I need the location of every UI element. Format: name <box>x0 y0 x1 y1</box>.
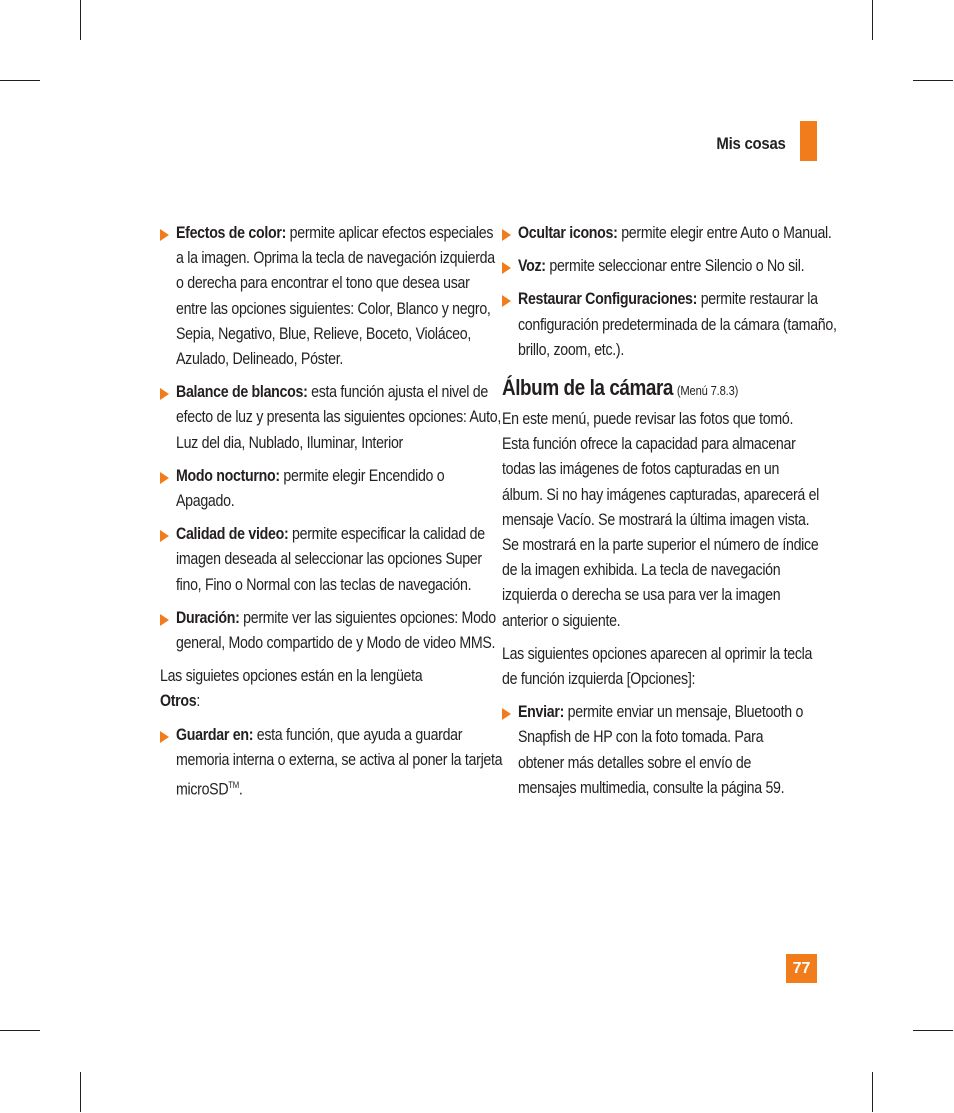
item-term: Restaurar Configuraciones: <box>518 290 698 309</box>
list-item <box>160 221 495 372</box>
album-heading-title: Álbum de la cámara <box>502 375 674 401</box>
list-item <box>160 723 503 803</box>
album-menu-number: (Menú 7.8.3) <box>676 383 739 399</box>
album-paragraph-text: En este menú, puede revisar las fotos que tomó. Esta función ofrece la capacidad para almacenar todas las imágenes de fotos capturadas en un álbum. Si no hay imágenes capturadas, aparecerá el mensaje Vacío. Se mostrará la última imagen vista. Se mostrará en la parte superior el número de índice de la imagen exhibida. La tecla de navegación izquierda o derecha se usa para ver la imagen anterior o siguiente. <box>502 410 820 630</box>
others-colon: : <box>196 692 200 711</box>
item-term: Voz: <box>518 257 546 276</box>
crop-mark <box>913 1030 953 1031</box>
list-item <box>502 700 818 801</box>
options-paragraph-text: Las siguientes opciones aparecen al oprimir la tecla de función izquierda [Opciones]: <box>502 644 813 689</box>
right-column <box>502 221 837 809</box>
item-term: Ocultar iconos: <box>518 224 618 242</box>
item-description: esta función, que ayuda a guardar memoria interna o externa, se activa al poner la tarjeta microSD <box>176 725 503 799</box>
item-description: permite especificar la calidad de imagen deseada al seleccionar las opciones Super fino, Fino o Normal con las teclas de navegación. <box>176 525 485 594</box>
list-item <box>160 380 502 456</box>
orange-triangle-bullet-icon <box>160 388 169 400</box>
section-title: Mis cosas <box>716 134 786 153</box>
options-paragraph <box>502 642 818 692</box>
orange-triangle-bullet-icon <box>160 530 169 542</box>
list-item <box>502 287 837 363</box>
album-paragraph <box>502 407 818 634</box>
list-item <box>502 254 818 279</box>
crop-mark <box>80 1072 81 1112</box>
page-number: 77 <box>786 954 817 983</box>
left-column <box>160 221 503 811</box>
item-description: permite ver las siguientes opciones: Modo general, Modo compartido de y Modo de video MMS. <box>176 608 496 653</box>
others-intro <box>160 664 473 714</box>
item-end: . <box>238 780 243 799</box>
crop-mark <box>872 1072 873 1112</box>
orange-triangle-bullet-icon <box>160 614 169 626</box>
orange-triangle-bullet-icon <box>502 295 511 307</box>
orange-triangle-bullet-icon <box>160 472 169 484</box>
item-term: Modo nocturno: <box>176 466 280 485</box>
item-description: permite enviar un mensaje, Bluetooth o Snapfish de HP con la foto tomada. Para obtener más detalles sobre el envío de mensajes multimedia, consulte la página 59. <box>518 703 804 797</box>
crop-mark <box>0 1030 40 1031</box>
list-item <box>160 522 485 598</box>
section-tab-marker <box>800 121 817 161</box>
orange-triangle-bullet-icon <box>502 262 511 274</box>
list-item <box>502 221 832 246</box>
item-description: permite aplicar efectos especiales a la imagen. Oprima la tecla de navegación izquierda o derecha para encontrar el tono que desea usar entre las opciones siguientes: Color, Blanco y negro, Sepia, Negativo, Blue, Relieve, Boceto, Violáceo, Azulado, Delineado, Póster. <box>176 224 495 369</box>
orange-triangle-bullet-icon <box>160 731 169 743</box>
item-term: Guardar en: <box>176 725 254 744</box>
orange-triangle-bullet-icon <box>502 229 511 241</box>
item-description: permite seleccionar entre Silencio o No sil. <box>549 257 805 276</box>
others-tab-name: Otros <box>160 692 197 711</box>
item-description: permite elegir entre Auto o Manual. <box>621 224 832 242</box>
item-term: Efectos de color: <box>176 224 287 242</box>
item-description: permite restaurar la configuración predeterminada de la cámara (tamaño, brillo, zoom, etc.). <box>518 290 837 359</box>
list-item <box>160 606 496 656</box>
trademark-mark: TM <box>228 780 239 791</box>
others-intro-text: Las siguietes opciones están en la lengüeta <box>160 667 423 686</box>
item-term: Calidad de video: <box>176 525 289 544</box>
list-item <box>160 464 473 514</box>
item-description: permite elegir Encendido o Apagado. <box>176 466 445 511</box>
album-heading <box>502 375 828 401</box>
item-term: Balance de blancos: <box>176 383 308 402</box>
orange-triangle-bullet-icon <box>160 229 169 241</box>
orange-triangle-bullet-icon <box>502 708 511 720</box>
crop-mark <box>913 80 953 81</box>
item-term: Enviar: <box>518 703 565 722</box>
item-term: Duración: <box>176 608 240 627</box>
crop-mark <box>0 80 40 81</box>
crop-mark <box>80 0 81 40</box>
crop-mark <box>872 0 873 40</box>
item-description: esta función ajusta el nivel de efecto de luz y presenta las siguientes opciones: Auto, Luz del dia, Nublado, Iluminar, Interior <box>176 383 502 452</box>
